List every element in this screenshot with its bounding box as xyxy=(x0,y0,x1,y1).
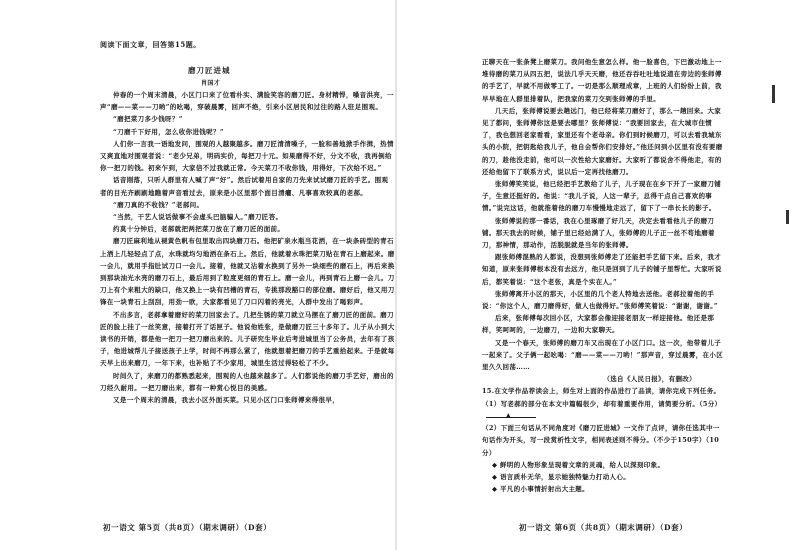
article-source: （选自《人民日报》，有删改） xyxy=(603,375,696,384)
answer-blank xyxy=(482,410,724,422)
paragraph: 话音刚落，只听人群里有人喊了声“好”。然后试着用自家的刀先来试试磨刀匠的手艺。围观者的目光齐刷刷地瞧着声音看过去，原来是小区里那个面目清癯、凡事喜欢较真的老郝。 xyxy=(100,176,389,197)
scan-mark xyxy=(772,85,775,103)
paragraph: 张师傅说的那一番话，我在心里琢磨了好几天，决定去看看他儿子的磨刀铺。那天我去的时候，铺子里已经站满了人，张师傅的儿子正一丝不苟地磨着刀，那神情，那动作，活脱脱就是当年的张师傅。 xyxy=(482,216,715,250)
answer-line xyxy=(486,410,536,418)
article-author: 肖国才 xyxy=(201,80,221,87)
left-article-body xyxy=(100,89,395,514)
reading-instruction: 阅读下面文章，回答第15题。 xyxy=(100,40,201,49)
option-item: ◆ 鲜明的人物形象呈现着文章的灵魂，给人以深刻印象。 xyxy=(492,460,665,469)
paragraph: 磨刀匠麻利地从褪黄色帆布包里取出四块磨刀石。他把矿泉水瓶当花洒，在一块条砖型的青石上洒上几轻轻点了点，水珠就均匀地洒在条石上。然后，他就着水珠把菜刀贴在青石上磨起来。磨一会儿，就用手指肚试刀口一会儿。接着，他就又沾着水换到了另外一块细些的磨石上，再后来换到那块油光水亮的磨刀石上，最后用到了粒度更细的青石上。磨一会儿，再到青石上磨一会儿。刀刀上有个来粗大的缺口，他又换上一块有凹槽的青石，专挑那段豁口的部位磨。磨好后，他又用刀锋在一块青石上刮刮，用劲一欧，大家都看见了刀口闪着的亮光，人群中发出了喝彩声。 xyxy=(100,237,395,307)
right-article-body xyxy=(482,56,724,516)
article-title: 磨刀匠进城 xyxy=(188,66,231,75)
paragraph: “刀磨千下好用，怎么收你进钱呢？” xyxy=(113,127,224,136)
paragraph: 正聊天在一张条凳上磨菜刀。我问他生意怎么样。他一脸喜色，下巴激动地上一堆待磨的菜刀从四五把，说法几乎天天磨，他还吞吞吐吐地说道在旁边的张师傅的手艺了，早就不用做零工了。一切是那么顺理成章，上班的人们纷纷上前，我早早地在人群里排着队，把我家的菜刀交到张师傅的手里。 xyxy=(482,58,722,103)
paragraph: 不出多言，老郝拿着磨好的菜刀回家去了。几把生锈的菜刀就立马摆在了磨刀匠的面前。磨刀匠的脸上挂了一丝笑意，接着打开了话匣子。他说他姓张，是做磨刀匠三十多年了。儿子从小到大读书的开销，都是他一把刀一把刀磨出来的。儿子研究生毕业后考进城里当了公务员，去年有了孩子，他进城帮儿子接送孩子上学，时间不再那么紧了，他就想着把磨刀的手艺重拾起来。于是就每天早上出来磨刀，一年下来，也补贴了不少家用，城里生活过得轻松了不少。 xyxy=(100,310,395,368)
paragraph: “磨刀真的不收钱？”老郝问。 xyxy=(113,200,204,209)
right-page xyxy=(397,0,794,550)
paragraph: 人们你一言我一语地发问，围观的人越聚越多。磨刀匠清清嗓子，一脸和善地掀手作揖，热情又爽直地对围观者说：“老少兄弟，明码实价，每把刀十元。如果磨得不好，分文不收，我再倒给你一把刀的钱。初来乍到，大家信不过我就正常。今天菜刀不收你钱，用得好，下次给不迟。” xyxy=(100,139,394,173)
left-page-footer: 初一语文 第5页（共8页）（期末调研）（D套） xyxy=(103,523,272,532)
paragraph: 张师傅笑笑说，他已经把手艺教给了儿子，儿子现在在乡下开了一家磨刀铺子，生意还挺好的。他说：“我儿子说，人这一辈子，总得干点自己喜欢的事情。”说完这话，他就推着他的磨刀车慢慢地走远了，留下了一串长长的影子。 xyxy=(482,180,722,213)
paragraph: 张师傅离开小区的那天，小区里的几个老人特地去送他。老郝拉着他的手说：“你这个人，磨刀磨得好，做人也做得好。”张师傅笑着说：“谢谢，谢谢。” xyxy=(482,289,718,311)
paragraph: 约莫十分钟后，老郝就把两把菜刀放在了磨刀匠的面前。 xyxy=(113,225,285,234)
paragraph: 几天后，张师傅说要去趟远门，他已经将菜刀磨好了，那么一趟回来。大家见了都问，张师傅你这是要去哪里？张师傅说：“我要回家去，在大城市住惯了，我也想回老家看看，家里还有个老母亲。你们到时候磨刀，可以去看我城东头的小院，把钥匙给我儿子，他自会帮你们安排好。”他还问到小区里有没有要磨的刀，趁他没走前，他可以一次性给大家磨好。大家听了都说舍不得他走，有的还给他留下了联系方式，说以后一定再找他磨刀。 xyxy=(482,106,723,176)
question-15: 15.在文学作品荐读会上，师生对上面的作品进行了品读，请你完成下列任务。 xyxy=(482,387,721,396)
paragraph: 跟张师傅混熟的人都说，没想到张师傅走了还能把手艺留下来。后来，我才知道，原来张师傅根本没有去远方，他只是回到了儿子的铺子里帮忙。大家听说后，都笑着说：“这个老张，真是个实在人。” xyxy=(482,253,722,286)
paragraph: 仲春的一个周末清晨，小区门口来了位看朴实、满脸笑容的磨刀匠。身材精悍，嗓音洪亮，一声“磨——菜——刀哟”的吆喝，穿破晨雾，回声不绝，引来小区居民和过往的路人驻足围观。 xyxy=(100,91,394,112)
question-15-1: （1）写老郝的部分在本文中篇幅很少，却有着重要作用，请简要分析。（5分） xyxy=(482,399,722,408)
question-15-2: （2）下面三句话从不同角度对《磨刀匠进城》一文作了点评，请你任选其中一句话作为开头，写一段赏析性文字，相同表述则不得分。（不少于150字）（10分） xyxy=(482,424,720,457)
right-page-footer: 初一语文 第6页（共8页）（期末调研）（D套） xyxy=(519,523,688,532)
paragraph: 又是一个春天，张师傅的磨刀车又出现在了小区门口。这一次，他带着儿子一起来了。父子俩一起吆喝：“磨——菜——刀哟！”那声音，穿过晨雾，在小区里久久回荡…… xyxy=(482,338,724,372)
paragraph: “磨把菜刀多少钱呀？” xyxy=(113,115,183,124)
paragraph: 又是一个周末的清晨，我去小区外面买菜。只见小区门口张师傅来得很早， xyxy=(113,396,340,405)
left-page xyxy=(0,0,395,550)
scan-mark xyxy=(786,210,789,224)
paragraph: “当然，干艺人说话做事不会虚头巴脑骗人。”磨刀匠答。 xyxy=(113,213,283,222)
paragraph: 后来，张师傅每次回小区，大家都会像迎接老朋友一样迎接他。他还是那样，笑呵呵的，一边磨刀，一边和大家聊天。 xyxy=(482,314,715,335)
option-item: ◆ 语言质朴无华，显示她独特魅力打动人心。 xyxy=(492,472,631,481)
paragraph: 时间久了，来磨刀的都熟悉起来，围观的人也越来越多了。人们都说他的磨刀手艺好，磨出的刀经久耐用。一把刀磨出来，都有一种赏心悦目的美感。 xyxy=(100,371,394,392)
option-item: ◆ 平凡的小事情折射出大主题。 xyxy=(492,485,590,494)
